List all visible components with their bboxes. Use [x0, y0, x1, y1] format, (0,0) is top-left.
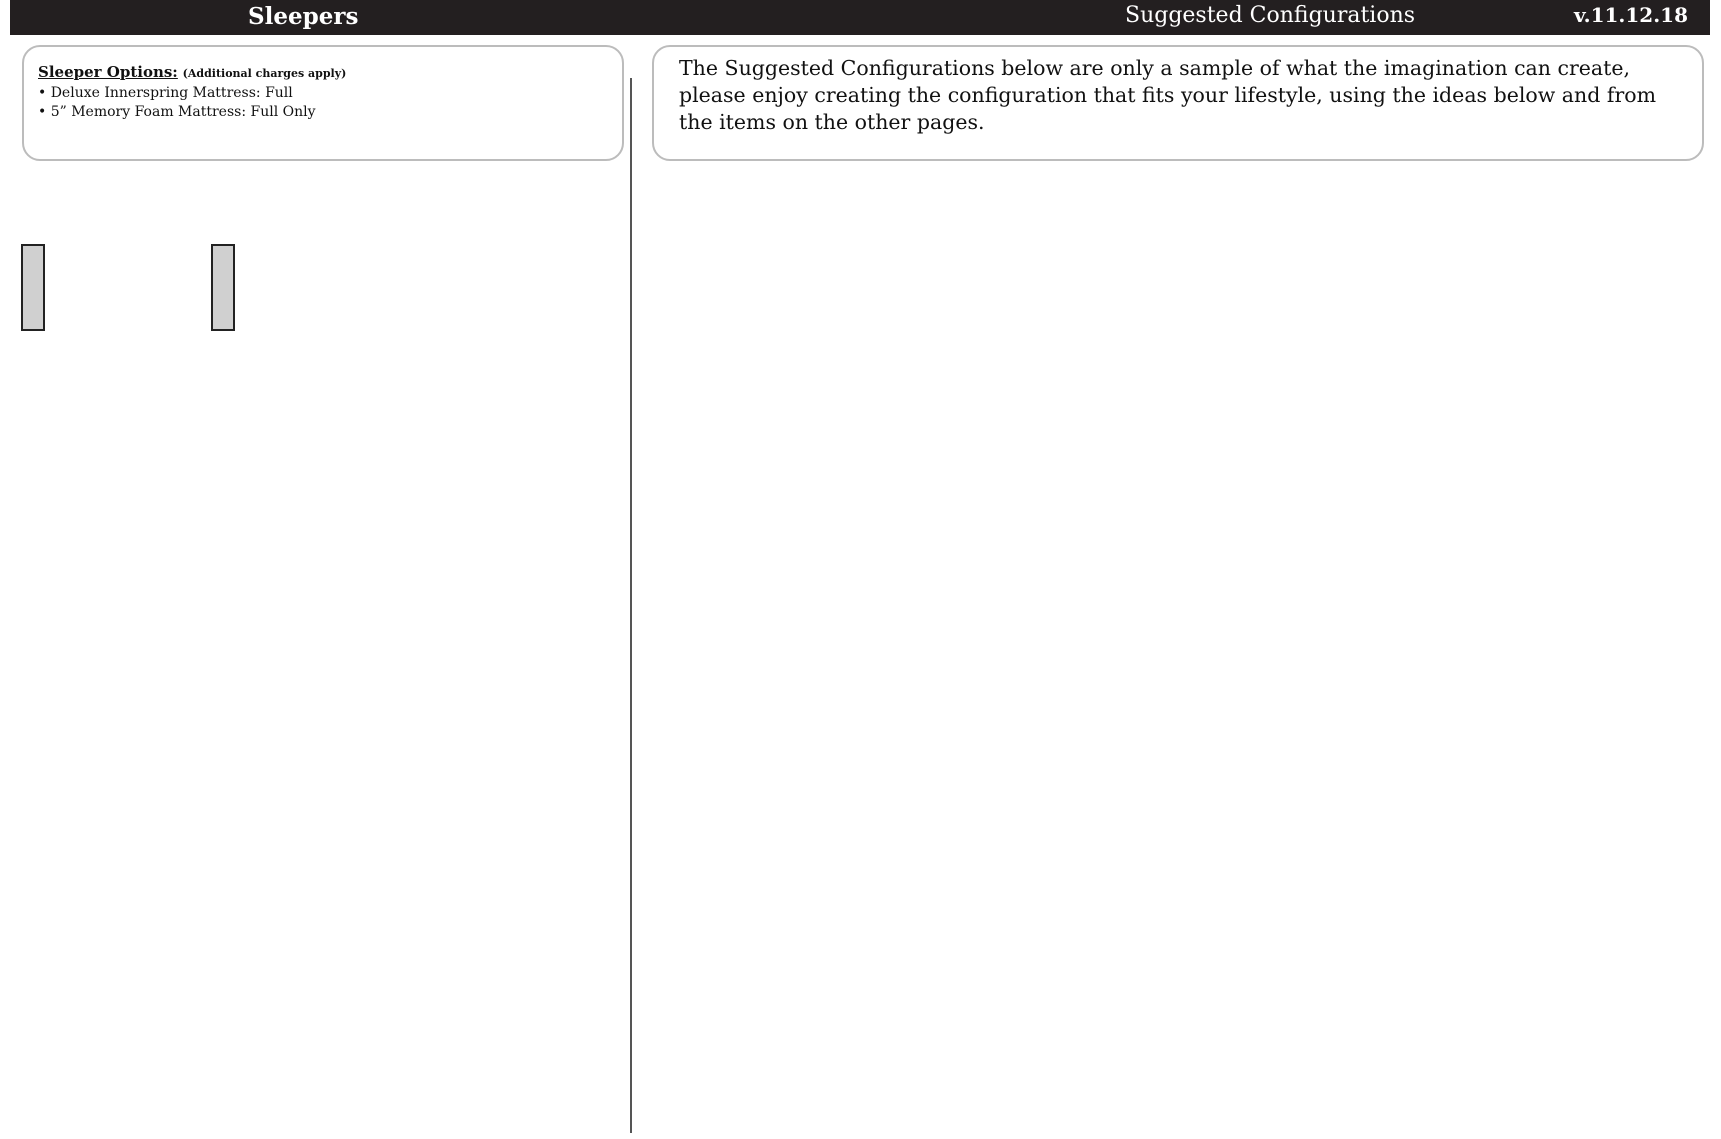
version-label: v.11.12.18: [1574, 3, 1688, 27]
sleepers-title: Sleepers: [248, 3, 359, 30]
sleeper-options-label: Sleeper Options:: [38, 63, 178, 81]
diagram-root: [22, 245, 234, 330]
sleeper-23126: [22, 245, 234, 330]
sleeper-option-item: • 5” Memory Foam Mattress: Full Only: [38, 104, 316, 120]
suggested-configurations-title: Suggested Configurations: [1125, 3, 1416, 28]
additional-charges-note: (Additional charges apply): [182, 67, 347, 80]
sleeper-option-item: • Deluxe Innerspring Mattress: Full: [38, 85, 293, 101]
arm-rest: [212, 245, 234, 330]
intro-text: The Suggested Configurations below are only a sample of what the imagination can create, please enjoy creating the configuration that fits your lifestyle, using the ideas below and from the items on the other pages.: [679, 56, 1657, 134]
arm-rest: [22, 245, 44, 330]
